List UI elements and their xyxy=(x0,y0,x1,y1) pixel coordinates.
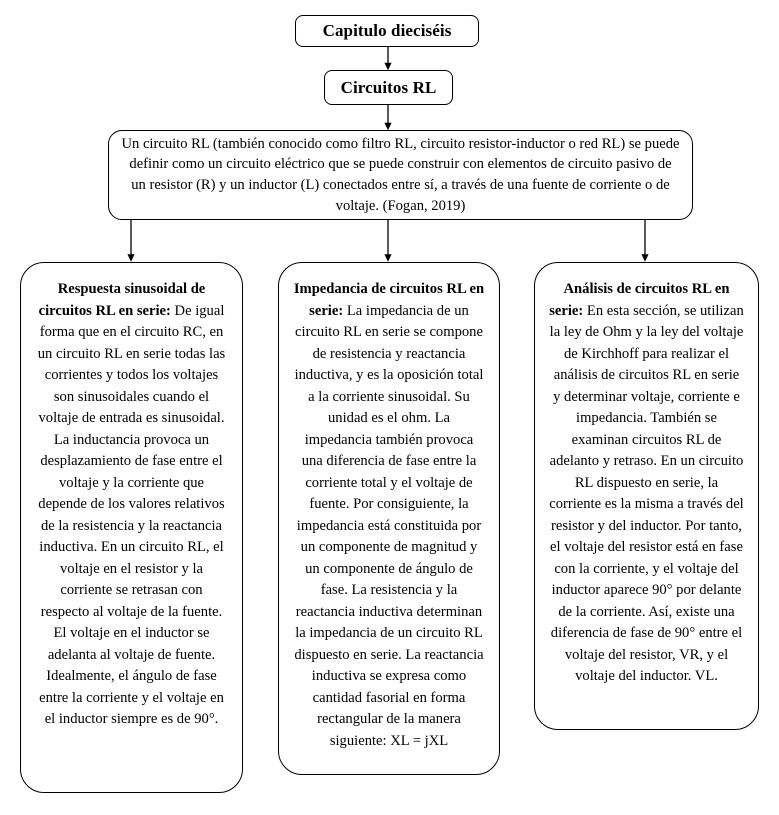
node-chapter-title xyxy=(295,15,479,47)
node-column-2-text xyxy=(293,279,485,752)
node-column-3-lead: Análisis de circuitos RL en serie: xyxy=(549,281,730,319)
node-topic-title xyxy=(324,70,453,105)
node-column-2-lead: Impedancia de circuitos RL en serie: xyxy=(293,281,485,319)
node-column-1-body: De igual forma que en el circuito RC, en un circuito RL en serie todas las corrientes y todos los voltajes son sinusoidales cuando el voltaje de entrada es sinusoidal. La inductancia provoca un desplazamiento de fase entre el voltaje y la corriente que depende de los valores relativos de la resistencia y la reactancia inductiva. En un circuito RL, el voltaje en el resistor y la corriente se retrasan con respecto al voltaje de la fuente. El voltaje en el inductor se adelanta al voltaje de fuente. Idealmente, el ángulo de fase entre la corriente y el voltaje en el inductor siempre es de 90°. xyxy=(37,302,226,728)
node-column-impedancia xyxy=(278,262,500,775)
node-topic-label: Circuitos RL xyxy=(340,77,437,97)
node-column-1-lead: Respuesta sinusoidal de circuitos RL en serie: xyxy=(38,281,206,319)
node-column-analisis xyxy=(534,262,759,730)
node-column-3-body: En esta sección, se utilizan la ley de Ohm y la ley del voltaje de Kirchhoff para realizar el análisis de circuitos RL en serie y determinar voltaje, corriente e impedancia. También se examinan circuitos RL de adelanto y retraso. En un circuito RL dispuesto en serie, la corriente es la misma a través del resistor y del inductor. Por tanto, el voltaje del resistor está en fase con la corriente, y el voltaje del inductor aparece 90° por delante de la corriente. Así, existe una diferencia de fase de 90° entre el voltaje del resistor, VR, y el voltaje del inductor. VL. xyxy=(549,302,744,685)
node-column-1-text xyxy=(35,279,228,731)
node-chapter-label: Capitulo dieciséis xyxy=(322,21,452,40)
node-column-3-text xyxy=(549,279,744,688)
node-column-respuesta-sinusoidal xyxy=(20,262,243,793)
node-description xyxy=(108,130,693,220)
node-description-text: Un circuito RL (también conocido como filtro RL, circuito resistor-inductor o red RL) se puede definir como un circuito eléctrico que se puede construir con elementos de circuito pasivo de un resistor (R) y un inductor (L) conectados entre sí, a través de una fuente de corriente o de voltaje. (Fogan, 2019) xyxy=(121,135,680,214)
node-column-2-body: La impedancia de un circuito RL en serie se compone de resistencia y reactancia inductiva, y es la oposición total a la corriente sinusoidal. Su unidad es el ohm. La impedancia también provoca una diferencia de fase entre la corriente total y el voltaje de fuente. Por consiguiente, la impedancia está constituida por un componente de magnitud y un componente de ángulo de fase. La resistencia y la reactancia inductiva determinan la impedancia de un circuito RL dispuesto en serie. La reactancia inductiva se expresa como cantidad fasorial en forma rectangular de la manera siguiente: XL = jXL xyxy=(294,302,484,749)
